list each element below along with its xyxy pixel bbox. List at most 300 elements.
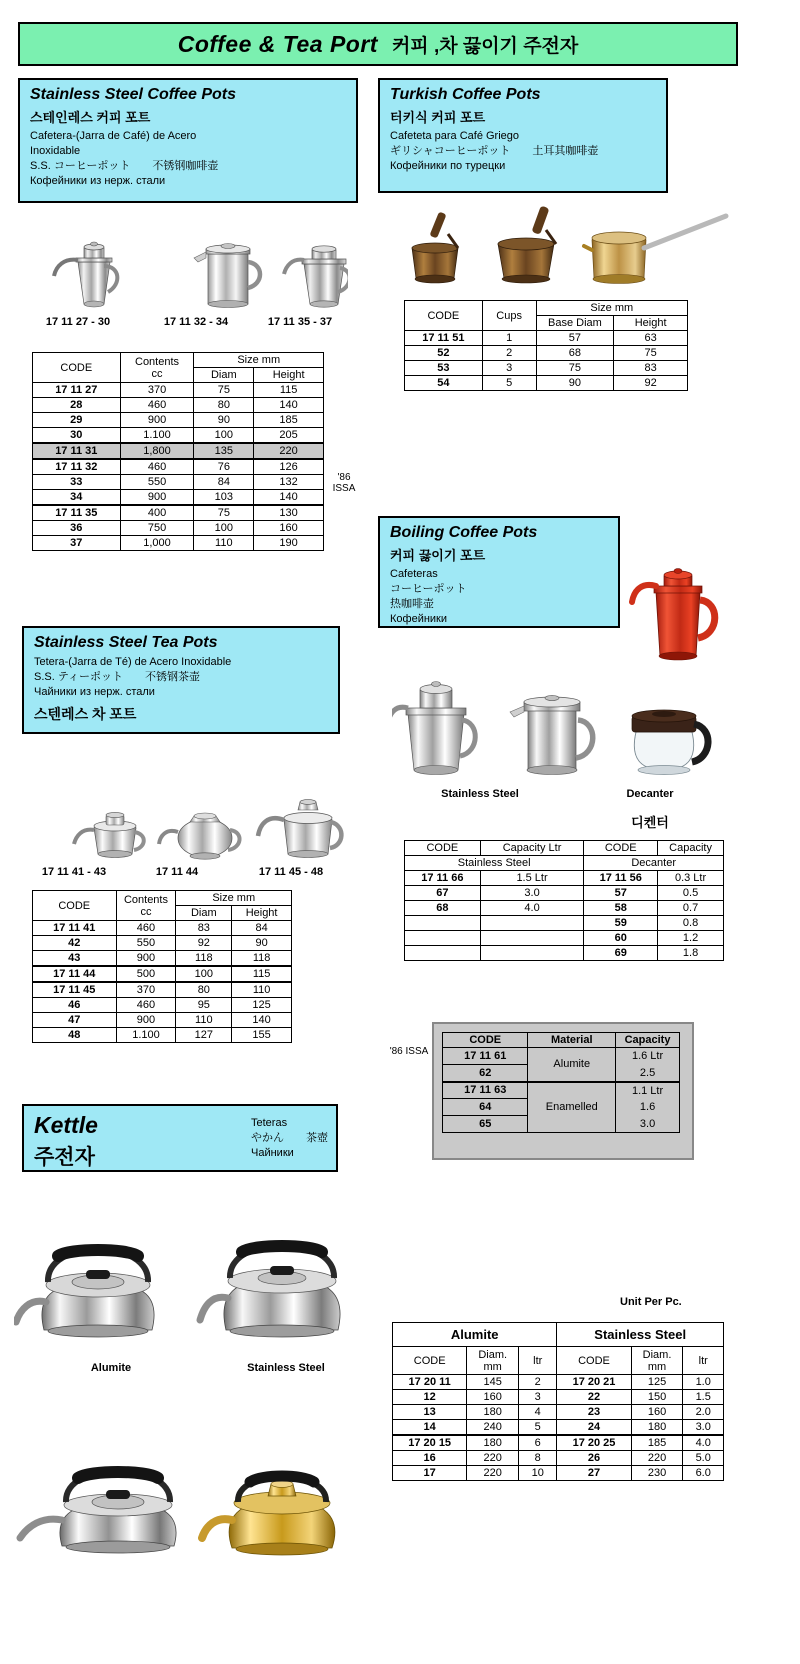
cell-ltr-2: 1.5 <box>683 1390 724 1405</box>
cell-height: 90 <box>232 936 292 951</box>
table-row <box>33 921 292 936</box>
kettle-images-row1 <box>14 1190 374 1350</box>
cell-code: 17 11 41 <box>33 921 117 936</box>
cell-diam: 75 <box>194 505 254 521</box>
cell-code: 28 <box>33 398 121 413</box>
cell-diam-2: 180 <box>631 1420 683 1436</box>
boiling-title-en: Boiling Coffee Pots <box>390 524 538 541</box>
issa-mark-2 <box>388 1046 430 1057</box>
table-row <box>33 383 324 398</box>
cell-cap-1 <box>480 916 584 931</box>
cell-height: 75 <box>614 346 688 361</box>
ss-coffee-line-1: Cafetera-(Jarra de Café) de Acero <box>30 130 197 142</box>
cell-diam-1: 180 <box>467 1405 519 1420</box>
cell-ltr-2: 6.0 <box>683 1466 724 1481</box>
table-row <box>443 1082 680 1099</box>
boiling-pot-illustration <box>392 666 720 782</box>
ss-tea-line-3: Чайники из нерж. стали <box>34 686 155 698</box>
cell-diam: 90 <box>194 413 254 428</box>
cell-cups: 2 <box>482 346 536 361</box>
table-header-row <box>33 353 324 368</box>
cell-code: 17 11 31 <box>33 443 121 459</box>
cell-ltr-2: 5.0 <box>683 1451 724 1466</box>
table-row <box>405 901 724 916</box>
ss-tea-caption-3: 17 11 45 - 48 <box>258 866 324 878</box>
cell-diam: 110 <box>194 536 254 551</box>
kettle-illustration-row2 <box>14 1396 374 1566</box>
th-code-2: CODE <box>584 841 658 856</box>
page-title <box>18 22 738 66</box>
cell-diam: 80 <box>194 398 254 413</box>
kettle-table <box>392 1322 724 1481</box>
cell-code-1 <box>405 916 481 931</box>
cell-cap-1 <box>480 946 584 961</box>
kettle-images-row2 <box>14 1396 374 1566</box>
cell-ltr-2: 3.0 <box>683 1420 724 1436</box>
cell-code-1: 14 <box>393 1420 467 1436</box>
cell-code-2: 24 <box>557 1420 631 1436</box>
cell-ltr-1: 4 <box>519 1405 557 1420</box>
kettle-line-2: やかん 茶壺 <box>251 1132 328 1144</box>
table-row <box>33 521 324 536</box>
table-row <box>33 459 324 475</box>
cell-diam: 83 <box>176 921 232 936</box>
cell-code: 64 <box>443 1099 528 1116</box>
cell-height: 84 <box>232 921 292 936</box>
ss-tea-line-2: S.S. ティーポット 不锈钢茶壶 <box>34 671 200 683</box>
cell-cc: 550 <box>120 475 194 490</box>
cell-cc: 500 <box>116 966 176 982</box>
cell-code: 17 11 51 <box>405 331 483 346</box>
cell-ltr-1: 5 <box>519 1420 557 1436</box>
ss-tea-title-en: Stainless Steel Tea Pots <box>34 634 218 651</box>
cell-cc: 900 <box>116 951 176 967</box>
cell-cc: 370 <box>116 982 176 998</box>
cell-code: 46 <box>33 998 117 1013</box>
cell-code: 53 <box>405 361 483 376</box>
kettle-caption-stainless: Stainless Steel <box>247 1362 325 1374</box>
cell-code: 37 <box>33 536 121 551</box>
table-row <box>33 951 292 967</box>
cell-cc: 460 <box>116 921 176 936</box>
turkish-table <box>404 300 688 391</box>
cell-code: 17 11 63 <box>443 1082 528 1099</box>
ss-coffee-caption-1: 17 11 27 - 30 <box>45 316 111 328</box>
cell-diam: 75 <box>194 383 254 398</box>
table-row <box>33 966 292 982</box>
cell-capacity: 1.6 <box>616 1099 680 1116</box>
cell-diam-1: 160 <box>467 1390 519 1405</box>
table-row <box>393 1375 724 1390</box>
ss-coffee-title-kr: 스테인레스 커피 포트 <box>30 110 151 125</box>
cell-code: 62 <box>443 1065 528 1082</box>
cell-height: 63 <box>614 331 688 346</box>
section-ss-coffee-pots-title <box>18 78 358 203</box>
cell-height: 140 <box>232 1013 292 1028</box>
cell-code-2: 23 <box>557 1405 631 1420</box>
cell-height: 126 <box>254 459 324 475</box>
cell-diam-2: 160 <box>631 1405 683 1420</box>
cell-cc: 1.100 <box>120 428 194 444</box>
table-row-highlighted <box>33 443 324 459</box>
boiling-table <box>404 840 724 961</box>
table-row <box>33 936 292 951</box>
cell-cap-2: 0.8 <box>658 916 724 931</box>
th-diam-2: Diam. mm <box>631 1347 683 1375</box>
cell-ltr-1: 3 <box>519 1390 557 1405</box>
page-title-kr: 커피 ,차 끓이기 주전자 <box>391 35 579 57</box>
cell-cap-2: 0.7 <box>658 901 724 916</box>
turkish-line-2: ギリシャコーヒーポット 土耳其咖啡壶 <box>390 145 599 157</box>
cell-cc: 460 <box>120 459 194 475</box>
boiling-line-2: コーヒーポット <box>390 583 467 595</box>
cell-base: 75 <box>536 361 614 376</box>
ss-tea-pot-images <box>40 762 350 862</box>
cell-diam: 80 <box>176 982 232 998</box>
th-cups: Cups <box>482 301 536 331</box>
ss-coffee-line-2: Inoxidable <box>30 145 81 157</box>
kettle-illustration-row1 <box>14 1190 374 1350</box>
cell-diam-2: 125 <box>631 1375 683 1390</box>
cell-code-2: 27 <box>557 1466 631 1481</box>
th-height: Height <box>254 368 324 383</box>
cell-code: 17 11 27 <box>33 383 121 398</box>
cell-cc: 460 <box>116 998 176 1013</box>
ss-coffee-line-4: Кофейники из нерж. стали <box>30 175 166 187</box>
th-capacity: Capacity <box>658 841 724 856</box>
cell-code: 30 <box>33 428 121 444</box>
cell-base: 57 <box>536 331 614 346</box>
kettle-line-3: Чайники <box>251 1147 294 1159</box>
cell-code: 54 <box>405 376 483 391</box>
cell-cc: 900 <box>120 413 194 428</box>
ss-coffee-pot-illustration <box>48 218 348 310</box>
ss-tea-pot-illustration <box>40 762 350 862</box>
red-coffee-pot-illustration <box>624 556 740 666</box>
th-code: CODE <box>405 301 483 331</box>
cell-height: 205 <box>254 428 324 444</box>
cell-code-1: 17 11 66 <box>405 871 481 886</box>
th-contents: Contents cc <box>120 353 194 383</box>
th-size: Size mm <box>176 891 292 906</box>
cell-cap-1: 3.0 <box>480 886 584 901</box>
cell-diam-2: 150 <box>631 1390 683 1405</box>
cell-code: 42 <box>33 936 117 951</box>
cell-code: 17 11 32 <box>33 459 121 475</box>
table-row <box>393 1451 724 1466</box>
cell-cc: 370 <box>120 383 194 398</box>
cell-code-2: 58 <box>584 901 658 916</box>
cell-cap-1: 4.0 <box>480 901 584 916</box>
turkish-title-kr: 터키식 커피 포트 <box>390 110 486 125</box>
boiling-line-3: 热咖啡壶 <box>390 598 434 610</box>
cell-code: 43 <box>33 951 117 967</box>
cell-cc: 750 <box>120 521 194 536</box>
cell-diam: 110 <box>176 1013 232 1028</box>
section-boiling-title <box>378 516 620 628</box>
cell-cap-2: 0.3 Ltr <box>658 871 724 886</box>
th-diam: Diam <box>194 368 254 383</box>
cell-cc: 460 <box>120 398 194 413</box>
cell-height: 115 <box>254 383 324 398</box>
section-ss-tea-pots-title <box>22 626 340 734</box>
table-header-row <box>33 891 292 906</box>
cell-diam: 118 <box>176 951 232 967</box>
cell-code: 17 11 45 <box>33 982 117 998</box>
page-title-en: Coffee & Tea Port <box>177 30 378 57</box>
turkish-pot-illustration <box>396 206 740 296</box>
table-row <box>33 505 324 521</box>
turkish-title-en: Turkish Coffee Pots <box>390 86 541 103</box>
cell-code: 34 <box>33 490 121 506</box>
cell-height: 125 <box>232 998 292 1013</box>
cell-height: 140 <box>254 490 324 506</box>
cell-height: 140 <box>254 398 324 413</box>
table-row <box>405 886 724 901</box>
cell-ltr-2: 1.0 <box>683 1375 724 1390</box>
th-code-1: CODE <box>393 1347 467 1375</box>
cell-cups: 1 <box>482 331 536 346</box>
cell-cc: 1,000 <box>120 536 194 551</box>
boiling-pot-images <box>392 666 720 782</box>
cell-code-2: 26 <box>557 1451 631 1466</box>
table-header-row2 <box>393 1347 724 1375</box>
cell-cc: 1.100 <box>116 1028 176 1043</box>
cell-ltr-1: 2 <box>519 1375 557 1390</box>
cell-code-1: 67 <box>405 886 481 901</box>
cell-height: 185 <box>254 413 324 428</box>
cell-height: 83 <box>614 361 688 376</box>
ss-coffee-pot-images <box>48 218 348 308</box>
cell-diam-1: 220 <box>467 1451 519 1466</box>
th-group-alumite: Alumite <box>393 1323 557 1347</box>
section-kettle-title <box>22 1104 338 1172</box>
cell-cap-2: 1.8 <box>658 946 724 961</box>
cell-diam: 100 <box>194 428 254 444</box>
cell-diam: 100 <box>194 521 254 536</box>
cell-capacity: 3.0 <box>616 1116 680 1133</box>
boiling-caption-stainless: Stainless Steel <box>441 788 519 800</box>
ss-coffee-line-3: S.S. コーヒーポット 不锈钢咖啡壶 <box>30 160 219 172</box>
th-code: CODE <box>33 353 121 383</box>
cell-diam: 127 <box>176 1028 232 1043</box>
cell-code-1: 16 <box>393 1451 467 1466</box>
table-header-row <box>405 301 688 316</box>
ss-tea-caption-2: 17 11 44 <box>155 866 199 878</box>
cell-diam-1: 145 <box>467 1375 519 1390</box>
cell-material: Enamelled <box>528 1082 616 1133</box>
cell-diam: 135 <box>194 443 254 459</box>
cell-diam-2: 220 <box>631 1451 683 1466</box>
cell-base: 68 <box>536 346 614 361</box>
th-group-decanter: Decanter <box>584 856 724 871</box>
th-diam-1: Diam. mm <box>467 1347 519 1375</box>
cell-code-2: 69 <box>584 946 658 961</box>
unit-per-pc-label: Unit Per Pc. <box>620 1296 682 1308</box>
table-row <box>33 490 324 506</box>
ss-tea-table <box>32 890 292 1043</box>
boiling-caption-decanter-kr: 디켄터 <box>631 815 669 830</box>
turkish-pot-images <box>396 206 740 296</box>
table-row <box>405 376 688 391</box>
cell-diam-1: 240 <box>467 1420 519 1436</box>
cell-ltr-2: 2.0 <box>683 1405 724 1420</box>
boiling-caption-decanter: Decanter <box>626 788 674 800</box>
cell-height: 118 <box>232 951 292 967</box>
cell-height: 155 <box>232 1028 292 1043</box>
cell-code: 17 11 44 <box>33 966 117 982</box>
th-capacity-ltr: Capacity Ltr <box>480 841 584 856</box>
cell-code: 33 <box>33 475 121 490</box>
cell-height: 190 <box>254 536 324 551</box>
table-row <box>33 536 324 551</box>
ss-coffee-title-en: Stainless Steel Coffee Pots <box>30 86 236 103</box>
th-group-stainless: Stainless Steel <box>405 856 584 871</box>
turkish-line-3: Кофейники по турецки <box>390 160 506 172</box>
issa-label-2: '86 ISSA <box>389 1046 429 1057</box>
cell-ltr-2: 4.0 <box>683 1435 724 1451</box>
th-code-1: CODE <box>405 841 481 856</box>
section-turkish-title <box>378 78 668 193</box>
cell-ltr-1: 6 <box>519 1435 557 1451</box>
cell-cc: 1,800 <box>120 443 194 459</box>
kettle-caption-alumite: Alumite <box>90 1362 132 1374</box>
table-row <box>405 361 688 376</box>
cell-diam: 76 <box>194 459 254 475</box>
cell-diam-1: 180 <box>467 1435 519 1451</box>
table-row <box>33 398 324 413</box>
cell-height: 132 <box>254 475 324 490</box>
th-contents: Contents cc <box>116 891 176 921</box>
kettle-title-kr: 주전자 <box>34 1146 95 1169</box>
cell-code: 47 <box>33 1013 117 1028</box>
table-subheader-row <box>405 856 724 871</box>
issa-mark-1 <box>326 472 362 494</box>
cell-height: 115 <box>232 966 292 982</box>
cell-code-1: 17 <box>393 1466 467 1481</box>
cell-capacity: 2.5 <box>616 1065 680 1082</box>
cell-cc: 550 <box>116 936 176 951</box>
cell-cap-1: 1.5 Ltr <box>480 871 584 886</box>
cell-code-1 <box>405 946 481 961</box>
table-row <box>393 1435 724 1451</box>
table-row <box>33 475 324 490</box>
cell-code-1: 12 <box>393 1390 467 1405</box>
table-row <box>405 871 724 886</box>
cell-code-2: 22 <box>557 1390 631 1405</box>
cell-diam-1: 220 <box>467 1466 519 1481</box>
table-row <box>33 1028 292 1043</box>
cell-diam: 95 <box>176 998 232 1013</box>
cell-code-1: 17 20 15 <box>393 1435 467 1451</box>
table-row <box>33 1013 292 1028</box>
cell-code: 52 <box>405 346 483 361</box>
cell-code-1: 68 <box>405 901 481 916</box>
table-row <box>393 1420 724 1436</box>
th-diam: Diam <box>176 906 232 921</box>
alumite-enamel-table <box>442 1032 680 1133</box>
table-header-row <box>405 841 724 856</box>
table-row <box>393 1405 724 1420</box>
th-capacity: Capacity <box>616 1033 680 1048</box>
cell-code-2: 17 20 21 <box>557 1375 631 1390</box>
th-code: CODE <box>443 1033 528 1048</box>
th-code: CODE <box>33 891 117 921</box>
cell-cap-2: 1.2 <box>658 931 724 946</box>
table-row <box>405 346 688 361</box>
table-row <box>405 931 724 946</box>
cell-ltr-1: 8 <box>519 1451 557 1466</box>
table-row <box>33 998 292 1013</box>
cell-diam: 103 <box>194 490 254 506</box>
cell-code-2: 60 <box>584 931 658 946</box>
cell-diam: 84 <box>194 475 254 490</box>
ss-tea-title-kr: 스텐레스 차 포트 <box>34 706 137 722</box>
cell-cap-1 <box>480 931 584 946</box>
cell-code: 36 <box>33 521 121 536</box>
table-row <box>443 1048 680 1065</box>
cell-diam-2: 185 <box>631 1435 683 1451</box>
th-size: Size mm <box>536 301 687 316</box>
table-row <box>33 982 292 998</box>
kettle-title-en: Kettle <box>34 1112 98 1138</box>
cell-code-1 <box>405 931 481 946</box>
cell-ltr-1: 10 <box>519 1466 557 1481</box>
cell-height: 92 <box>614 376 688 391</box>
cell-code-2: 17 20 25 <box>557 1435 631 1451</box>
table-header-row <box>393 1323 724 1347</box>
cell-code-2: 17 11 56 <box>584 871 658 886</box>
cell-cups: 3 <box>482 361 536 376</box>
th-material: Material <box>528 1033 616 1048</box>
table-row <box>33 428 324 444</box>
th-height: Height <box>614 316 688 331</box>
ss-coffee-caption-3: 17 11 35 - 37 <box>267 316 333 328</box>
cell-height: 130 <box>254 505 324 521</box>
cell-code: 48 <box>33 1028 117 1043</box>
ss-coffee-caption-2: 17 11 32 - 34 <box>163 316 229 328</box>
th-base-diam: Base Diam <box>536 316 614 331</box>
red-coffee-pot-image <box>624 556 740 666</box>
cell-height: 160 <box>254 521 324 536</box>
table-row <box>393 1390 724 1405</box>
boiling-line-4: Кофейники <box>390 613 448 625</box>
ss-coffee-table <box>32 352 324 551</box>
cell-code: 17 11 35 <box>33 505 121 521</box>
th-ltr-1: ltr <box>519 1347 557 1375</box>
th-ltr-2: ltr <box>683 1347 724 1375</box>
cell-base: 90 <box>536 376 614 391</box>
table-row <box>33 413 324 428</box>
cell-diam-2: 230 <box>631 1466 683 1481</box>
cell-code: 29 <box>33 413 121 428</box>
cell-height: 110 <box>232 982 292 998</box>
cell-code-2: 59 <box>584 916 658 931</box>
table-row <box>405 331 688 346</box>
cell-code-1: 13 <box>393 1405 467 1420</box>
boiling-line-1: Cafeteras <box>390 568 438 580</box>
cell-cc: 900 <box>120 490 194 506</box>
boiling-title-kr: 커피 끓이기 포트 <box>390 548 486 563</box>
turkish-line-1: Cafeteta para Café Griego <box>390 130 520 142</box>
cell-cc: 900 <box>116 1013 176 1028</box>
issa-label: '86 ISSA <box>332 472 356 494</box>
kettle-line-1: Teteras <box>251 1117 288 1129</box>
table-header-row <box>443 1033 680 1048</box>
table-row <box>393 1466 724 1481</box>
cell-code-2: 57 <box>584 886 658 901</box>
cell-capacity: 1.1 Ltr <box>616 1082 680 1099</box>
